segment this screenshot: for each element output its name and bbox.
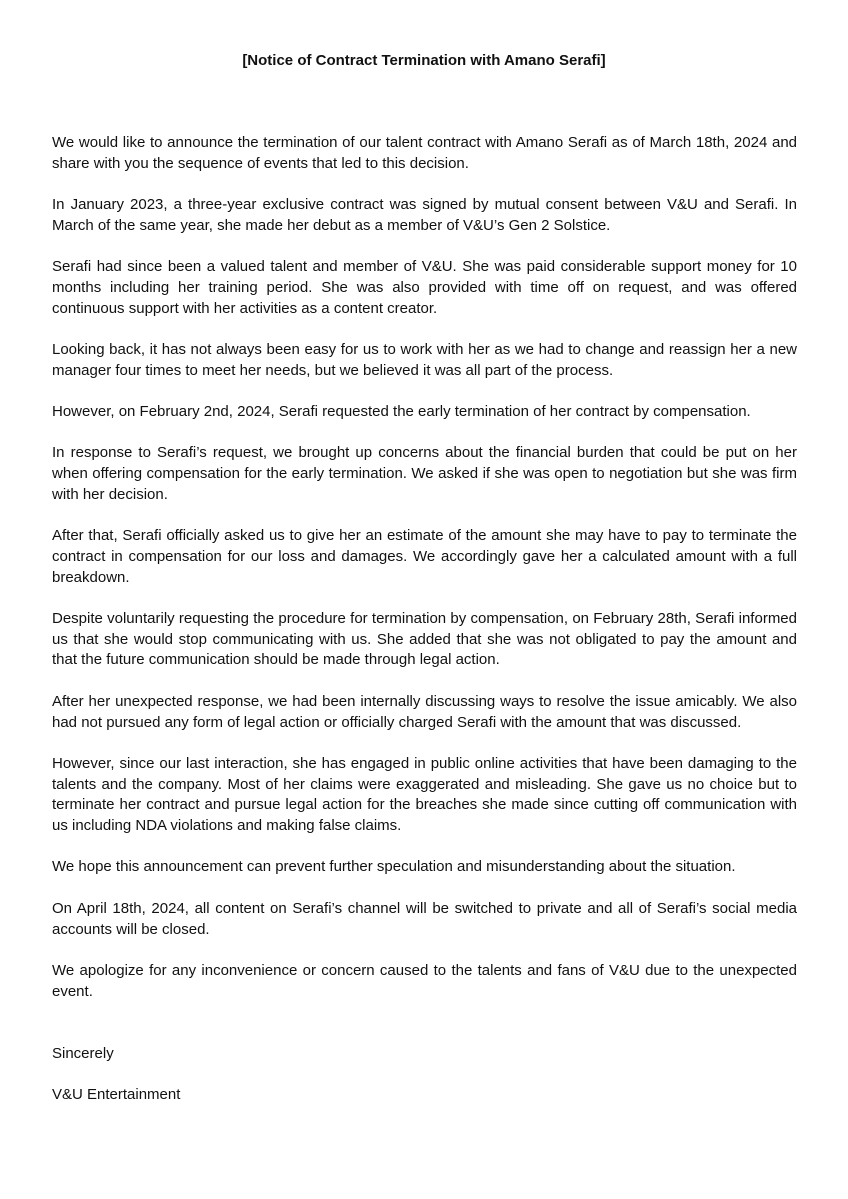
paragraph-legal-action: However, since our last interaction, she has engaged in public online activities that have been damaging to the talents and the company. Most of her claims were exaggerated and misleading. She gave us no choice but to terminate her contract and pursue legal action for the breaches she made since cutting off communication with us including NDA violations and making false claims. (52, 754, 797, 835)
paragraph-internal-discussion: After her unexpected response, we had been internally discussing ways to resolve the issue amicably. We also had not pursued any form of legal action or officially charged Serafi with the amount that was discussed. (52, 692, 797, 731)
signature-text: V&U Entertainment (52, 1086, 181, 1104)
paragraph-channel-closure: On April 18th, 2024, all content on Serafi’s channel will be switched to private and all of Serafi’s social media accounts will be closed. (52, 899, 797, 938)
paragraph-hope: We hope this announcement can prevent further speculation and misunderstanding about the situation. (52, 858, 736, 876)
paragraph-announcement: We would like to announce the termination of our talent contract with Amano Serafi as of March 18th, 2024 and share with you the sequence of events that led to this decision. (52, 134, 797, 172)
closing-text: Sincerely (52, 1044, 114, 1062)
paragraph-response: In response to Serafi’s request, we brought up concerns about the financial burden that could be put on her when offering compensation for the early termination. We asked if she was open to negotiation but she was firm with her decision. (52, 444, 797, 503)
document-body (52, 133, 797, 1106)
paragraph-apology: We apologize for any inconvenience or concern caused to the talents and fans of V&U due to the unexpected event. (52, 961, 797, 1000)
paragraph-support: Serafi had since been a valued talent and member of V&U. She was paid considerable support money for 10 months including her training period. She was also provided with time off on request, and was offered continuous support with her activities as a content creator. (52, 258, 797, 317)
paragraph-contract-signing: In January 2023, a three-year exclusive contract was signed by mutual consent between V&U and Serafi. In March of the same year, she made her debut as a member of V&U’s Gen 2 Solstice. (52, 196, 797, 234)
paragraph-termination-request: However, on February 2nd, 2024, Serafi requested the early termination of her contract by compensation. (52, 403, 751, 421)
paragraph-managers: Looking back, it has not always been easy for us to work with her as we had to change and reassign her a new manager four times to meet her needs, but we believed it was all part of the process. (52, 340, 797, 379)
paragraph-estimate: After that, Serafi officially asked us to give her an estimate of the amount she may have to pay to terminate the contract in compensation for our loss and damages. We accordingly gave her a calculated amount with a full breakdown. (52, 527, 797, 586)
document-title: [Notice of Contract Termination with Amano Serafi] (242, 52, 606, 69)
paragraph-stop-communication: Despite voluntarily requesting the procedure for termination by compensation, on February 28th, Serafi informed us that she would stop communicating with us. She added that she was not obligated to pay the amount and that the future communication should be made through legal action. (52, 610, 797, 669)
